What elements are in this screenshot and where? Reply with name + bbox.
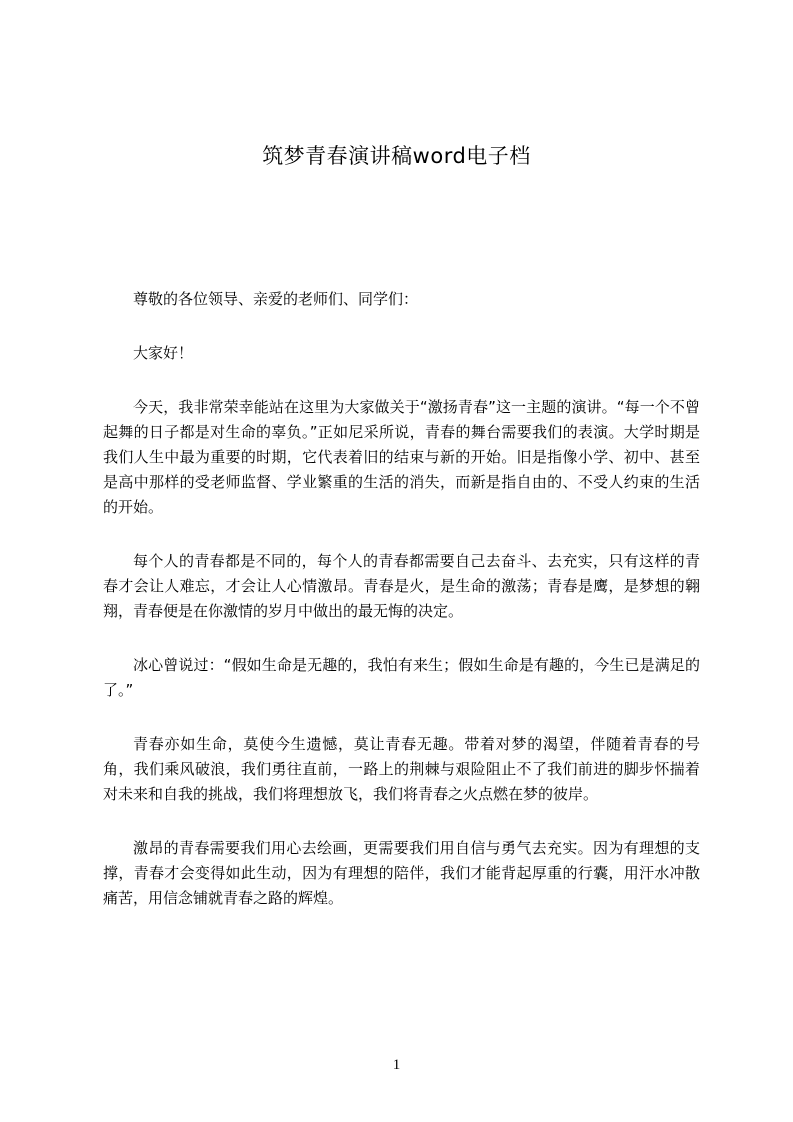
- page-number: 1: [392, 1057, 401, 1073]
- body-paragraph: 每个人的青春都是不同的，每个人的青春都需要自己去奋斗、去充实，只有这样的青春才会让人难忘，才会让人心情激昂。青春是火，是生命的激荡；青春是鹰，是梦想的翱翔，青春便是在你激情的岁月中做出的最无悔的决定。: [103, 552, 700, 620]
- document-title: 筑梦青春演讲稿word电子档: [262, 144, 531, 168]
- body-paragraph: 冰心曾说过：“假如生命是无趣的，我怕有来生；假如生命是有趣的，今生已是满足的了。”: [103, 656, 700, 699]
- salutation-paragraph: 尊敬的各位领导、亲爱的老师们、同学们：: [133, 290, 419, 308]
- body-paragraph: 今天，我非常荣幸能站在这里为大家做关于“激扬青春”这一主题的演讲。“每一个不曾起舞的日子都是对生命的辜负。”正如尼采所说，青春的舞台需要我们的表演。大学时期是我们人生中最为重要的时期，它代表着旧的结束与新的开始。旧是指像小学、初中、甚至是高中那样的受老师监督、学业繁重的生活的消失，而新是指自由的、不受人约束的生活的开始。: [103, 398, 700, 516]
- greeting-paragraph: 大家好！: [133, 344, 194, 362]
- body-paragraph: 激昂的青春需要我们用心去绘画，更需要我们用自信与勇气去充实。因为有理想的支撑，青春才会变得如此生动，因为有理想的陪伴，我们才能背起厚重的行囊，用汗水冲散痛苦，用信念铺就青春之路的辉煌。: [103, 839, 700, 907]
- document-body: [103, 287, 700, 940]
- body-paragraph: 青春亦如生命，莫使今生遗憾，莫让青春无趣。带着对梦的渴望，伴随着青春的号角，我们乘风破浪，我们勇往直前，一路上的荆棘与艰险阻止不了我们前进的脚步怀揣着对未来和自我的挑战，我们将理想放飞，我们将青春之火点燃在梦的彼岸。: [103, 735, 700, 803]
